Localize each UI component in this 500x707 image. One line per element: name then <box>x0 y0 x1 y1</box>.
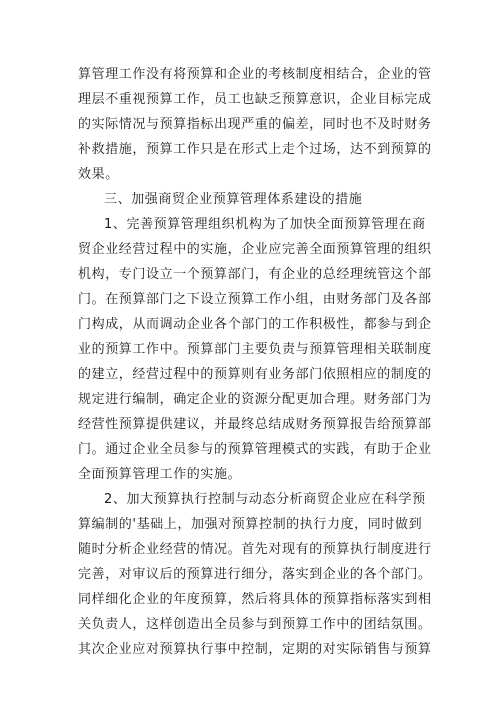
text-line: 门构成，从而调动企业各个部门的工作积极性，都参与到企 <box>78 317 432 332</box>
text-line: 的实际情况与预算指标出现严重的偏差，同时也不及时财务 <box>78 117 432 132</box>
text-line: 1、完善预算管理组织机构为了加快全面预算管理在商 <box>104 217 426 232</box>
text-line: 同样细化企业的年度预算，然后将具体的预算指标落实到相 <box>78 592 432 607</box>
text-line: 全面预算管理工作的实施。 <box>78 467 242 482</box>
text-line: 经营性预算提供建议，并最终总结成财务预算报告给预算部 <box>78 417 432 432</box>
text-line: 其次企业应对预算执行事中控制，定期的对实际销售与预算 <box>78 642 432 657</box>
text-line: 关负责人，这样创造出全员参与到预算工作中的团结氛围。 <box>78 617 432 632</box>
text-line: 补救措施，预算工作只是在形式上走个过场，达不到预算的 <box>78 142 432 157</box>
paragraph-execution-control <box>78 487 438 662</box>
text-line: 门。在预算部门之下设立预算工作小组，由财务部门及各部 <box>78 292 432 307</box>
text-line: 贸企业经营过程中的实施，企业应完善全面预算管理的组织 <box>78 242 432 257</box>
text-line: 完善，对审议后的预算进行细分，落实到企业的各个部门。 <box>78 567 432 582</box>
text-line: 业的预算工作中。预算部门主要负责与预算管理相关联制度 <box>78 342 432 357</box>
text-line: 理层不重视预算工作，员工也缺乏预算意识，企业目标完成 <box>78 92 432 107</box>
text-line: 规定进行编制，确定企业的资源分配更加合理。财务部门为 <box>78 392 432 407</box>
text-line: 随时分析企业经营的情况。首先对现有的预算执行制度进行 <box>78 542 432 557</box>
text-line: 效果。 <box>78 167 119 182</box>
section-heading-text: 三、加强商贸企业预算管理体系建设的措施 <box>104 192 363 207</box>
text-line: 机构，专门设立一个预算部门，有企业的总经理统管这个部 <box>78 267 432 282</box>
document-page <box>78 62 438 662</box>
text-line: 算编制的'基础上，加强对预算控制的执行力度，同时做到 <box>78 517 423 532</box>
text-line: 算管理工作没有将预算和企业的考核制度相结合，企业的管 <box>78 67 432 82</box>
paragraph-budget-problems <box>78 62 438 187</box>
text-line: 门。通过企业全员参与的预算管理模式的实践，有助于企业 <box>78 442 432 457</box>
section-heading <box>78 187 438 212</box>
text-line: 2、加大预算执行控制与动态分析商贸企业应在科学预 <box>104 492 426 507</box>
paragraph-organization <box>78 212 438 487</box>
text-line: 的建立，经营过程中的预算则有业务部门依照相应的制度的 <box>78 367 432 382</box>
